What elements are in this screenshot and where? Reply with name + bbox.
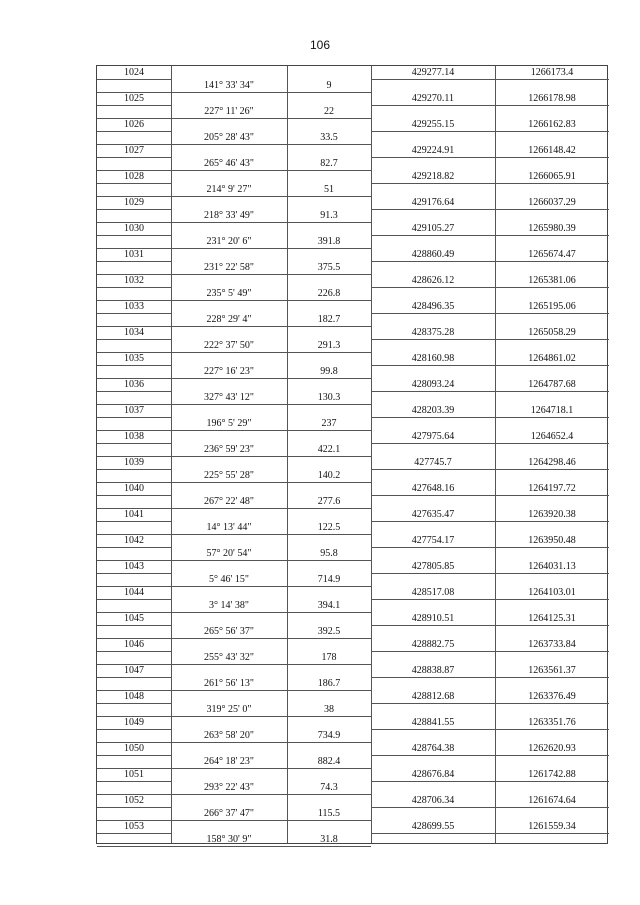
point-x-coordinate: 427648.16 bbox=[411, 483, 455, 494]
point-y-coordinate: 1261674.64 bbox=[528, 795, 576, 806]
segment-bearing: 267° 22' 48" bbox=[204, 496, 254, 507]
point-id: 1045 bbox=[124, 613, 144, 624]
segment-row-rule bbox=[171, 664, 371, 665]
point-row-rule bbox=[371, 183, 609, 184]
segment-bearing: 5° 46' 15" bbox=[209, 574, 249, 585]
point-row-rule bbox=[371, 391, 609, 392]
segment-row-rule bbox=[171, 430, 371, 431]
point-id: 1052 bbox=[124, 795, 144, 806]
point-y-coordinate: 1264861.02 bbox=[528, 353, 576, 364]
point-row-rule bbox=[371, 573, 609, 574]
point-row-rule bbox=[371, 807, 609, 808]
point-row-rule bbox=[371, 469, 609, 470]
segment-row-rule bbox=[171, 534, 371, 535]
point-id: 1026 bbox=[124, 119, 144, 130]
segment-bearing: 265° 46' 43" bbox=[204, 158, 254, 169]
point-id: 1031 bbox=[124, 249, 144, 260]
segment-row-rule bbox=[171, 248, 371, 249]
point-id: 1029 bbox=[124, 197, 144, 208]
segment-bearing: 57° 20' 54" bbox=[206, 548, 252, 559]
point-row-rule bbox=[97, 183, 171, 184]
segment-bearing: 319° 25' 0" bbox=[206, 704, 252, 715]
point-y-coordinate: 1261742.88 bbox=[528, 769, 576, 780]
point-y-coordinate: 1264125.31 bbox=[528, 613, 576, 624]
band-rule bbox=[97, 352, 171, 353]
segment-row-rule bbox=[171, 196, 371, 197]
band-rule bbox=[97, 508, 171, 509]
segment-bearing: 293° 22' 43" bbox=[204, 782, 254, 793]
point-x-coordinate: 428626.12 bbox=[411, 275, 455, 286]
segment-bearing: 266° 37' 47" bbox=[204, 808, 254, 819]
segment-bearing: 261° 56' 13" bbox=[204, 678, 254, 689]
segment-length: 714.9 bbox=[317, 574, 341, 585]
segment-bearing: 235° 5' 49" bbox=[206, 288, 252, 299]
segment-length: 95.8 bbox=[320, 548, 338, 559]
point-row-rule bbox=[97, 261, 171, 262]
segment-length: 422.1 bbox=[317, 444, 341, 455]
point-y-coordinate: 1261559.34 bbox=[528, 821, 576, 832]
point-y-coordinate: 1266037.29 bbox=[528, 197, 576, 208]
segment-bearing: 205° 28' 43" bbox=[204, 132, 254, 143]
segment-row-rule bbox=[171, 508, 371, 509]
segment-length: 74.3 bbox=[320, 782, 338, 793]
point-x-coordinate: 428699.55 bbox=[411, 821, 455, 832]
point-row-rule bbox=[371, 313, 609, 314]
segment-row-rule bbox=[171, 222, 371, 223]
point-x-coordinate: 428910.51 bbox=[411, 613, 455, 624]
point-row-rule bbox=[371, 79, 609, 80]
point-x-coordinate: 428160.98 bbox=[411, 353, 455, 364]
point-y-coordinate: 1265674.47 bbox=[528, 249, 576, 260]
point-row-rule bbox=[371, 261, 609, 262]
point-x-coordinate: 427745.7 bbox=[414, 457, 452, 468]
segment-row-rule bbox=[171, 456, 371, 457]
band-rule bbox=[97, 586, 171, 587]
segment-length: 82.7 bbox=[320, 158, 338, 169]
point-x-coordinate: 429105.27 bbox=[411, 223, 455, 234]
point-row-rule bbox=[97, 573, 171, 574]
point-row-rule bbox=[97, 157, 171, 158]
point-id: 1027 bbox=[124, 145, 144, 156]
segment-length: 140.2 bbox=[317, 470, 341, 481]
point-row-rule bbox=[371, 547, 609, 548]
point-row-rule bbox=[371, 625, 609, 626]
band-rule bbox=[97, 794, 171, 795]
point-x-coordinate: 429218.82 bbox=[411, 171, 455, 182]
point-row-rule bbox=[371, 781, 609, 782]
segment-row-rule bbox=[171, 118, 371, 119]
point-id: 1036 bbox=[124, 379, 144, 390]
point-x-coordinate: 429277.14 bbox=[411, 67, 455, 78]
band-rule bbox=[97, 430, 171, 431]
point-y-coordinate: 1264103.01 bbox=[528, 587, 576, 598]
segment-length: 99.8 bbox=[320, 366, 338, 377]
point-row-rule bbox=[371, 833, 609, 834]
point-x-coordinate: 428676.84 bbox=[411, 769, 455, 780]
point-row-rule bbox=[371, 755, 609, 756]
point-y-coordinate: 1265381.06 bbox=[528, 275, 576, 286]
point-row-rule bbox=[371, 729, 609, 730]
segment-row-rule bbox=[171, 170, 371, 171]
point-row-rule bbox=[97, 547, 171, 548]
point-row-rule bbox=[97, 287, 171, 288]
band-rule bbox=[97, 456, 171, 457]
point-id: 1024 bbox=[124, 67, 144, 78]
segment-bearing: 3° 14' 38" bbox=[209, 600, 249, 611]
point-x-coordinate: 427805.85 bbox=[411, 561, 455, 572]
point-y-coordinate: 1264718.1 bbox=[530, 405, 574, 416]
point-y-coordinate: 1266178.98 bbox=[528, 93, 576, 104]
point-y-coordinate: 1264652.4 bbox=[530, 431, 574, 442]
point-x-coordinate: 427635.47 bbox=[411, 509, 455, 520]
point-row-rule bbox=[97, 417, 171, 418]
point-x-coordinate: 427754.17 bbox=[411, 535, 455, 546]
point-x-coordinate: 428517.08 bbox=[411, 587, 455, 598]
point-row-rule bbox=[97, 131, 171, 132]
point-row-rule bbox=[371, 495, 609, 496]
point-x-coordinate: 428093.24 bbox=[411, 379, 455, 390]
segment-row-rule bbox=[171, 560, 371, 561]
segment-row-rule bbox=[171, 274, 371, 275]
segment-length: 237 bbox=[321, 418, 337, 429]
point-y-coordinate: 1264298.46 bbox=[528, 457, 576, 468]
point-row-rule bbox=[97, 677, 171, 678]
segment-row-rule bbox=[171, 404, 371, 405]
point-y-coordinate: 1262620.93 bbox=[528, 743, 576, 754]
point-id: 1032 bbox=[124, 275, 144, 286]
point-id: 1050 bbox=[124, 743, 144, 754]
point-row-rule bbox=[97, 599, 171, 600]
segment-row-rule bbox=[171, 846, 371, 847]
point-row-rule bbox=[97, 79, 171, 80]
band-rule bbox=[97, 170, 171, 171]
segment-row-rule bbox=[171, 378, 371, 379]
segment-row-rule bbox=[171, 742, 371, 743]
segment-length: 33.5 bbox=[320, 132, 338, 143]
point-x-coordinate: 428706.34 bbox=[411, 795, 455, 806]
point-id: 1040 bbox=[124, 483, 144, 494]
point-x-coordinate: 428375.28 bbox=[411, 327, 455, 338]
point-row-rule bbox=[371, 105, 609, 106]
point-y-coordinate: 1263733.84 bbox=[528, 639, 576, 650]
band-rule bbox=[97, 846, 171, 847]
band-rule bbox=[97, 274, 171, 275]
point-row-rule bbox=[97, 339, 171, 340]
point-y-coordinate: 1263351.76 bbox=[528, 717, 576, 728]
band-rule bbox=[97, 612, 171, 613]
point-row-rule bbox=[97, 703, 171, 704]
point-row-rule bbox=[371, 599, 609, 600]
point-row-rule bbox=[97, 235, 171, 236]
segment-bearing: 264° 18' 23" bbox=[204, 756, 254, 767]
point-id: 1048 bbox=[124, 691, 144, 702]
band-rule bbox=[97, 716, 171, 717]
segment-length: 9 bbox=[326, 80, 332, 91]
point-row-rule bbox=[371, 651, 609, 652]
segment-bearing: 158° 30' 9" bbox=[206, 834, 252, 845]
point-id: 1051 bbox=[124, 769, 144, 780]
point-y-coordinate: 1266162.83 bbox=[528, 119, 576, 130]
point-id: 1038 bbox=[124, 431, 144, 442]
band-rule bbox=[97, 534, 171, 535]
segment-length: 226.8 bbox=[317, 288, 341, 299]
point-y-coordinate: 1265195.06 bbox=[528, 301, 576, 312]
band-rule bbox=[97, 404, 171, 405]
point-row-rule bbox=[97, 391, 171, 392]
point-row-rule bbox=[97, 651, 171, 652]
segment-row-rule bbox=[171, 820, 371, 821]
segment-row-rule bbox=[171, 300, 371, 301]
point-y-coordinate: 1264787.68 bbox=[528, 379, 576, 390]
point-y-coordinate: 1264031.13 bbox=[528, 561, 576, 572]
point-row-rule bbox=[371, 677, 609, 678]
segment-length: 38 bbox=[324, 704, 334, 715]
point-x-coordinate: 428812.68 bbox=[411, 691, 455, 702]
segment-length: 394.1 bbox=[317, 600, 341, 611]
segment-row-rule bbox=[171, 768, 371, 769]
band-rule bbox=[97, 664, 171, 665]
point-row-rule bbox=[371, 365, 609, 366]
point-y-coordinate: 1265058.29 bbox=[528, 327, 576, 338]
point-row-rule bbox=[97, 209, 171, 210]
point-row-rule bbox=[371, 703, 609, 704]
band-rule bbox=[97, 742, 171, 743]
point-row-rule bbox=[371, 417, 609, 418]
point-row-rule bbox=[371, 339, 609, 340]
point-row-rule bbox=[97, 469, 171, 470]
point-id: 1039 bbox=[124, 457, 144, 468]
point-row-rule bbox=[97, 833, 171, 834]
segment-length: 392.5 bbox=[317, 626, 341, 637]
point-row-rule bbox=[97, 729, 171, 730]
point-id: 1044 bbox=[124, 587, 144, 598]
point-id: 1034 bbox=[124, 327, 144, 338]
segment-length: 291.3 bbox=[317, 340, 341, 351]
point-id: 1033 bbox=[124, 301, 144, 312]
point-y-coordinate: 1263376.49 bbox=[528, 691, 576, 702]
segment-length: 115.5 bbox=[317, 808, 341, 819]
segment-row-rule bbox=[171, 144, 371, 145]
segment-length: 130.3 bbox=[317, 392, 341, 403]
band-rule bbox=[97, 690, 171, 691]
segment-row-rule bbox=[171, 794, 371, 795]
point-id: 1047 bbox=[124, 665, 144, 676]
point-row-rule bbox=[371, 443, 609, 444]
point-x-coordinate: 428838.87 bbox=[411, 665, 455, 676]
segment-bearing: 222° 37' 50" bbox=[204, 340, 254, 351]
segment-bearing: 227° 11' 26" bbox=[204, 106, 254, 117]
point-row-rule bbox=[371, 209, 609, 210]
point-x-coordinate: 429176.64 bbox=[411, 197, 455, 208]
segment-bearing: 214° 9' 27" bbox=[206, 184, 252, 195]
segment-length: 178 bbox=[321, 652, 337, 663]
band-rule bbox=[97, 118, 171, 119]
point-y-coordinate: 1266148.42 bbox=[528, 145, 576, 156]
segment-bearing: 141° 33' 34" bbox=[204, 80, 254, 91]
point-id: 1028 bbox=[124, 171, 144, 182]
band-rule bbox=[97, 326, 171, 327]
point-row-rule bbox=[97, 443, 171, 444]
point-row-rule bbox=[97, 755, 171, 756]
point-y-coordinate: 1263561.37 bbox=[528, 665, 576, 676]
band-rule bbox=[97, 222, 171, 223]
point-row-rule bbox=[371, 521, 609, 522]
segment-bearing: 327° 43' 12" bbox=[204, 392, 254, 403]
segment-bearing: 196° 5' 29" bbox=[206, 418, 252, 429]
segment-bearing: 263° 58' 20" bbox=[204, 730, 254, 741]
band-rule bbox=[97, 820, 171, 821]
band-rule bbox=[97, 638, 171, 639]
point-y-coordinate: 1264197.72 bbox=[528, 483, 576, 494]
point-id: 1041 bbox=[124, 509, 144, 520]
band-rule bbox=[97, 196, 171, 197]
point-x-coordinate: 429224.91 bbox=[411, 145, 455, 156]
segment-length: 31.8 bbox=[320, 834, 338, 845]
segment-length: 51 bbox=[324, 184, 334, 195]
point-row-rule bbox=[97, 105, 171, 106]
band-rule bbox=[97, 248, 171, 249]
point-id: 1030 bbox=[124, 223, 144, 234]
segment-row-rule bbox=[171, 638, 371, 639]
segment-bearing: 236° 59' 23" bbox=[204, 444, 254, 455]
segment-length: 182.7 bbox=[317, 314, 341, 325]
point-x-coordinate: 428764.38 bbox=[411, 743, 455, 754]
point-x-coordinate: 429270.11 bbox=[411, 93, 455, 104]
segment-length: 91.3 bbox=[320, 210, 338, 221]
point-y-coordinate: 1263920.38 bbox=[528, 509, 576, 520]
segment-bearing: 265° 56' 37" bbox=[204, 626, 254, 637]
segment-length: 277.6 bbox=[317, 496, 341, 507]
point-y-coordinate: 1265980.39 bbox=[528, 223, 576, 234]
point-row-rule bbox=[371, 157, 609, 158]
segment-bearing: 231° 22' 58" bbox=[204, 262, 254, 273]
point-x-coordinate: 428882.75 bbox=[411, 639, 455, 650]
segment-row-rule bbox=[171, 482, 371, 483]
point-row-rule bbox=[97, 625, 171, 626]
point-id: 1053 bbox=[124, 821, 144, 832]
point-id: 1042 bbox=[124, 535, 144, 546]
point-y-coordinate: 1263950.48 bbox=[528, 535, 576, 546]
point-id: 1049 bbox=[124, 717, 144, 728]
point-row-rule bbox=[97, 365, 171, 366]
point-y-coordinate: 1266173.4 bbox=[530, 67, 574, 78]
band-rule bbox=[97, 560, 171, 561]
segment-bearing: 231° 20' 6" bbox=[206, 236, 252, 247]
segment-row-rule bbox=[171, 716, 371, 717]
segment-length: 734.9 bbox=[317, 730, 341, 741]
segment-row-rule bbox=[171, 326, 371, 327]
point-id: 1025 bbox=[124, 93, 144, 104]
band-rule bbox=[97, 768, 171, 769]
segment-row-rule bbox=[171, 586, 371, 587]
segment-length: 391.8 bbox=[317, 236, 341, 247]
point-id: 1035 bbox=[124, 353, 144, 364]
point-row-rule bbox=[97, 313, 171, 314]
segment-bearing: 218° 33' 49" bbox=[204, 210, 254, 221]
point-x-coordinate: 428496.35 bbox=[411, 301, 455, 312]
point-row-rule bbox=[371, 131, 609, 132]
segment-length: 882.4 bbox=[317, 756, 341, 767]
point-id: 1046 bbox=[124, 639, 144, 650]
point-row-rule bbox=[97, 495, 171, 496]
point-row-rule bbox=[371, 287, 609, 288]
segment-row-rule bbox=[171, 612, 371, 613]
page-number: 106 bbox=[309, 38, 331, 52]
segment-row-rule bbox=[171, 92, 371, 93]
segment-length: 375.5 bbox=[317, 262, 341, 273]
point-y-coordinate: 1266065.91 bbox=[528, 171, 576, 182]
band-rule bbox=[97, 144, 171, 145]
point-row-rule bbox=[97, 781, 171, 782]
band-rule bbox=[97, 482, 171, 483]
point-id: 1037 bbox=[124, 405, 144, 416]
point-x-coordinate: 428860.49 bbox=[411, 249, 455, 260]
point-x-coordinate: 428841.55 bbox=[411, 717, 455, 728]
band-rule bbox=[97, 378, 171, 379]
point-x-coordinate: 429255.15 bbox=[411, 119, 455, 130]
point-x-coordinate: 427975.64 bbox=[411, 431, 455, 442]
band-rule bbox=[97, 92, 171, 93]
coordinates-table bbox=[96, 65, 608, 844]
point-row-rule bbox=[97, 521, 171, 522]
point-row-rule bbox=[97, 807, 171, 808]
segment-bearing: 225° 55' 28" bbox=[204, 470, 254, 481]
segment-length: 122.5 bbox=[317, 522, 341, 533]
band-rule bbox=[97, 300, 171, 301]
segment-bearing: 14° 13' 44" bbox=[206, 522, 252, 533]
segment-row-rule bbox=[171, 352, 371, 353]
point-id: 1043 bbox=[124, 561, 144, 572]
segment-length: 22 bbox=[324, 106, 334, 117]
segment-length: 186.7 bbox=[317, 678, 341, 689]
point-row-rule bbox=[371, 235, 609, 236]
segment-bearing: 228° 29' 4" bbox=[206, 314, 252, 325]
point-x-coordinate: 428203.39 bbox=[411, 405, 455, 416]
segment-bearing: 227° 16' 23" bbox=[204, 366, 254, 377]
segment-row-rule bbox=[171, 690, 371, 691]
segment-bearing: 255° 43' 32" bbox=[204, 652, 254, 663]
